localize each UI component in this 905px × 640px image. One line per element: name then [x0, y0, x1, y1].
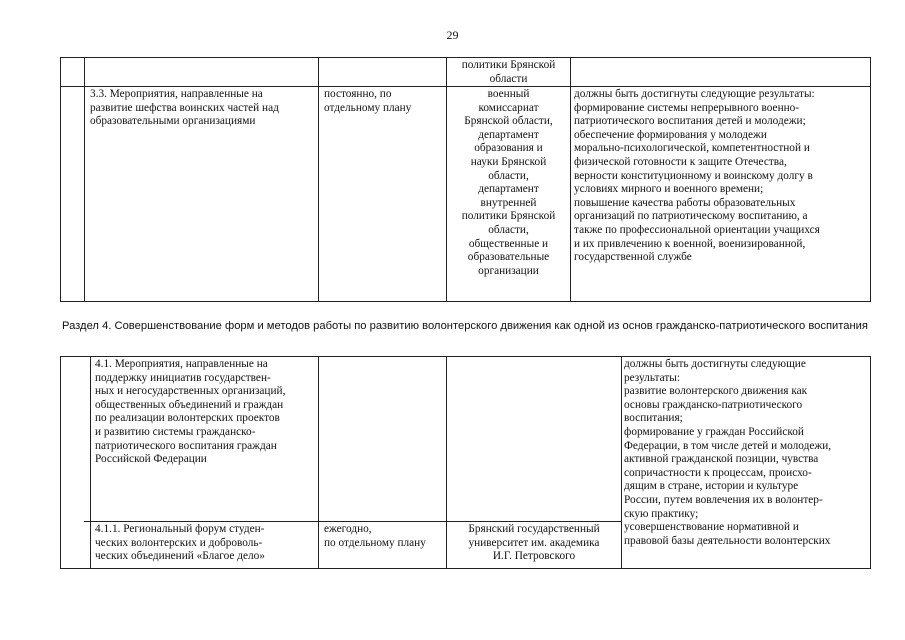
column-divider-2	[318, 57, 319, 302]
column-divider-1	[90, 356, 91, 569]
table-right-border	[870, 57, 871, 302]
column-divider-4	[570, 57, 571, 302]
row-divider	[84, 521, 622, 522]
row-4-1-activity: 4.1. Мероприятия, направленные на поддержку инициатив государствен- ных и негосударственных организаций, общественных объединений и граждан по реализации волонтерских проектов и развитию системы гражданско- патриотического воспитания граждан Российской Федерации	[95, 358, 286, 466]
row-3-3-activity: 3.3. Мероприятия, направленные на развитие шефства воинских частей над образовательными организациями	[90, 88, 279, 128]
page-number: 29	[446, 28, 459, 42]
column-divider-3	[446, 356, 447, 569]
column-divider-3	[446, 57, 447, 302]
table-top-border	[60, 57, 870, 58]
table-bottom-border	[60, 301, 870, 302]
table-right-border	[870, 356, 871, 569]
column-divider-4	[621, 356, 622, 569]
row-3-3-results: должны быть достигнуты следующие результаты: формирование системы непрерывного военно- патриотического воспитания детей и молодежи; обеспечение формирования у молодежи морально-психологической, компетентностной и физической готовности к защите Отечества, верности конституционному и воинскому долгу в условиях мирного и военного времени; повышение качества работы образовательных организаций по патриотическому воспитанию, а также по профессиональной ориентации учащихся и их привлечению к военной, военизированной, государственной службе	[574, 88, 820, 264]
table-top-border	[60, 356, 870, 357]
table-bottom-border	[60, 568, 870, 569]
column-divider-2	[318, 356, 319, 569]
row-4-1-1-schedule: ежегодно, по отдельному плану	[324, 523, 426, 549]
row-3-3-responsible: военный комиссариат Брянской области, департамент образования и науки Брянской области, департамент внутренней политики Брянской области, общественные и образовательные организации	[461, 88, 556, 277]
row-4-1-results: должны быть достигнуты следующие результаты: развитие волонтерского движения как основы гражданско-патриотического воспитания; формирование у граждан Российской Федерации, в том числе детей и молодежи, активной гражданской позиции, чувства сопричастности к процессам, происхо- дящим в стране, истории и культуре России, путем вовлечения их в волонтер- скую практику; усовершенствование нормативной и правовой базы деятельности волонтерских	[624, 358, 832, 547]
table-left-border	[60, 356, 61, 569]
row-4-1-1-responsible: Брянский государственный университет им. академика И.Г. Петровского	[468, 523, 600, 563]
section-4-heading: Раздел 4. Совершенствование форм и методов работы по развитию волонтерского движения как одной из основ гражданско-патриотического воспитания	[61, 320, 868, 332]
table-left-border	[60, 57, 61, 302]
column-divider-1	[84, 57, 85, 302]
row-4-1-1-activity: 4.1.1. Региональный форум студен- ческих волонтерских и доброволь- ческих объединений «Благое дело»	[95, 523, 265, 563]
row-3-3-schedule: постоянно, по отдельному плану	[324, 88, 412, 114]
top-row-responsible-tail: политики Брянской области	[461, 59, 556, 85]
